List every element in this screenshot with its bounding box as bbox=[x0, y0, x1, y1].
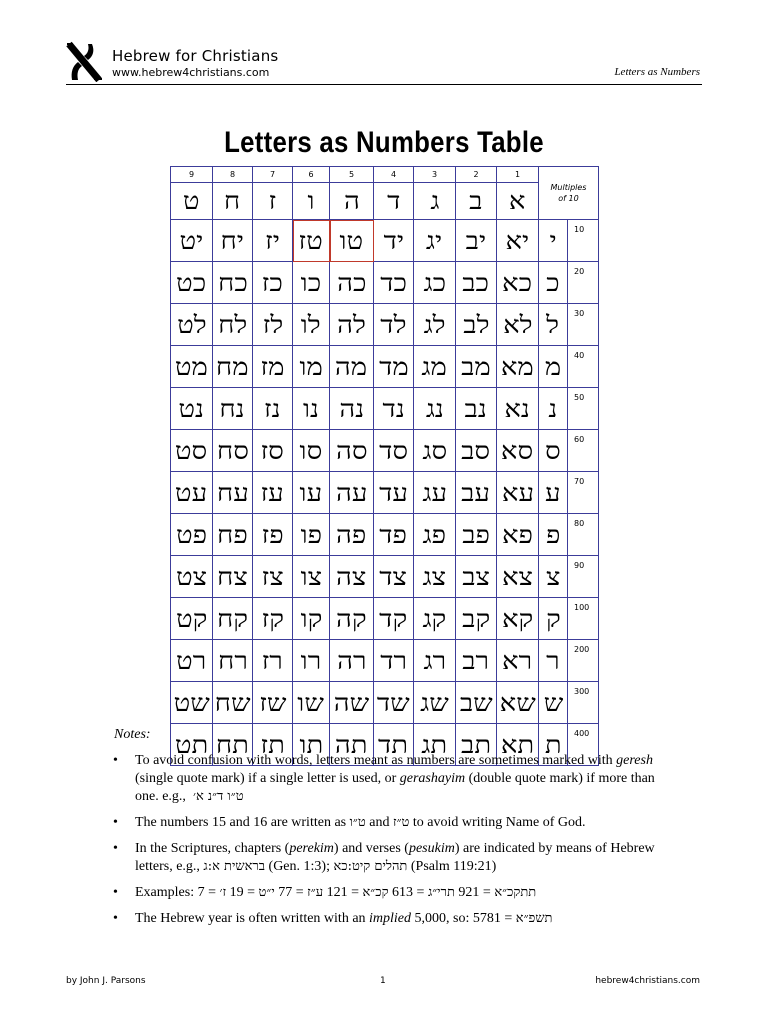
number-cell: עו bbox=[293, 472, 330, 514]
number-cell: ר bbox=[539, 640, 568, 682]
number-cell: מו bbox=[293, 346, 330, 388]
number-cell: סז bbox=[253, 430, 293, 472]
letter-cell: א bbox=[497, 183, 539, 220]
site-name: Hebrew for Christians bbox=[112, 47, 279, 65]
multiple-value: 80 bbox=[568, 514, 599, 556]
number-cell: שג bbox=[414, 682, 456, 724]
number-cell: שא bbox=[497, 682, 539, 724]
multiple-value: 200 bbox=[568, 640, 599, 682]
multiple-row bbox=[171, 262, 599, 304]
number-cell: שד bbox=[374, 682, 414, 724]
multiple-value: 50 bbox=[568, 388, 599, 430]
letter-cell: ה bbox=[330, 183, 374, 220]
number-cell: תו bbox=[293, 724, 330, 766]
number-cell: יד bbox=[374, 220, 414, 262]
multiple-row bbox=[171, 388, 599, 430]
number-cell: מ bbox=[539, 346, 568, 388]
number-cell: עח bbox=[213, 472, 253, 514]
number-cell: סג bbox=[414, 430, 456, 472]
column-number: 6 bbox=[293, 167, 330, 183]
number-cell: קה bbox=[330, 598, 374, 640]
number-cell: כו bbox=[293, 262, 330, 304]
number-cell: פה bbox=[330, 514, 374, 556]
number-cell: פח bbox=[213, 514, 253, 556]
number-cell: עג bbox=[414, 472, 456, 514]
number-cell: לד bbox=[374, 304, 414, 346]
number-cell: מב bbox=[456, 346, 497, 388]
number-cell: צב bbox=[456, 556, 497, 598]
number-cell: טז bbox=[293, 220, 330, 262]
number-cell: לג bbox=[414, 304, 456, 346]
number-cell: טו bbox=[330, 220, 374, 262]
number-cell: יא bbox=[497, 220, 539, 262]
multiples-header-line2: of 10 bbox=[558, 194, 579, 203]
number-cell: רח bbox=[213, 640, 253, 682]
multiple-value: 70 bbox=[568, 472, 599, 514]
number-cell: נ bbox=[539, 388, 568, 430]
number-cell: מה bbox=[330, 346, 374, 388]
number-cell: תב bbox=[456, 724, 497, 766]
number-cell: לו bbox=[293, 304, 330, 346]
multiple-row bbox=[171, 598, 599, 640]
number-cell: קד bbox=[374, 598, 414, 640]
site-url[interactable]: www.hebrew4christians.com bbox=[112, 66, 270, 79]
number-cell: עא bbox=[497, 472, 539, 514]
number-cell: כב bbox=[456, 262, 497, 304]
number-cell: פט bbox=[171, 514, 213, 556]
number-cell: צה bbox=[330, 556, 374, 598]
number-cell: כח bbox=[213, 262, 253, 304]
multiple-row bbox=[171, 346, 599, 388]
number-cell: קב bbox=[456, 598, 497, 640]
number-cell: כט bbox=[171, 262, 213, 304]
number-cell: תא bbox=[497, 724, 539, 766]
note-item: • In the Scriptures, chapters (perekim) and verses (pesukim) are indicated by means of Hebrew letters, e.g., בראשית א:ג (Gen. 1:3); תהלים קיט:כא (Psalm 119:21) bbox=[113, 840, 673, 876]
letter-cell: ח bbox=[213, 183, 253, 220]
header-divider bbox=[66, 84, 702, 85]
letter-cell: ו bbox=[293, 183, 330, 220]
number-cell: שח bbox=[213, 682, 253, 724]
letter-cell: ד bbox=[374, 183, 414, 220]
column-number: 8 bbox=[213, 167, 253, 183]
number-cell: רז bbox=[253, 640, 293, 682]
number-cell: כא bbox=[497, 262, 539, 304]
number-cell: צג bbox=[414, 556, 456, 598]
number-cell: עה bbox=[330, 472, 374, 514]
page-title: Letters as Numbers Table bbox=[224, 126, 544, 159]
multiple-row bbox=[171, 472, 599, 514]
number-cell: פד bbox=[374, 514, 414, 556]
number-cell: סב bbox=[456, 430, 497, 472]
number-cell: צז bbox=[253, 556, 293, 598]
number-cell: קז bbox=[253, 598, 293, 640]
letter-cell: ז bbox=[253, 183, 293, 220]
number-cell: קח bbox=[213, 598, 253, 640]
number-cell: כד bbox=[374, 262, 414, 304]
number-cell: רג bbox=[414, 640, 456, 682]
number-cell: רב bbox=[456, 640, 497, 682]
multiple-row bbox=[171, 430, 599, 472]
letters-numbers-table bbox=[170, 166, 599, 766]
multiple-value: 30 bbox=[568, 304, 599, 346]
column-number: 4 bbox=[374, 167, 414, 183]
number-cell: מח bbox=[213, 346, 253, 388]
number-cell: צא bbox=[497, 556, 539, 598]
note-item: • To avoid confusion with words, letters meant as numbers are sometimes marked with geresh (single quote mark) if a single letter is used, or gerashayim (double quote mark) if more than one. e.g., ט״ו ד״נ א׳ bbox=[113, 752, 673, 806]
footer-site[interactable]: hebrew4christians.com bbox=[595, 976, 700, 986]
number-cell: נב bbox=[456, 388, 497, 430]
multiple-value: 40 bbox=[568, 346, 599, 388]
number-cell: סד bbox=[374, 430, 414, 472]
number-cell: מג bbox=[414, 346, 456, 388]
number-cell: כה bbox=[330, 262, 374, 304]
multiple-value: 300 bbox=[568, 682, 599, 724]
number-cell: לה bbox=[330, 304, 374, 346]
multiple-value: 90 bbox=[568, 556, 599, 598]
multiple-row bbox=[171, 640, 599, 682]
note-item: • Examples: 7 = ז׳ 19 = י״ט 77 = ע״ז 121 = קכ״א 613 = תרי״ג 921 = תתקכ״א bbox=[113, 884, 673, 902]
number-cell: יז bbox=[253, 220, 293, 262]
note-item: • The Hebrew year is often written with an implied 5,000, so: 5781 = תשפ״א bbox=[113, 910, 673, 928]
number-cell: פג bbox=[414, 514, 456, 556]
column-number: 3 bbox=[414, 167, 456, 183]
multiple-row bbox=[171, 304, 599, 346]
notes-heading: Notes: bbox=[114, 727, 151, 742]
column-number: 7 bbox=[253, 167, 293, 183]
multiple-value: 10 bbox=[568, 220, 599, 262]
number-cell: כז bbox=[253, 262, 293, 304]
number-cell: סה bbox=[330, 430, 374, 472]
number-cell: לא bbox=[497, 304, 539, 346]
number-cell: פז bbox=[253, 514, 293, 556]
number-cell: תה bbox=[330, 724, 374, 766]
number-cell: יב bbox=[456, 220, 497, 262]
number-cell: לב bbox=[456, 304, 497, 346]
number-cell: נו bbox=[293, 388, 330, 430]
number-cell: סח bbox=[213, 430, 253, 472]
column-number: 9 bbox=[171, 167, 213, 183]
number-cell: צו bbox=[293, 556, 330, 598]
number-cell: רד bbox=[374, 640, 414, 682]
multiples-header-line1: Multiples bbox=[550, 183, 587, 192]
number-cell: ש bbox=[539, 682, 568, 724]
letter-cell: ב bbox=[456, 183, 497, 220]
multiple-row bbox=[171, 514, 599, 556]
aleph-logo-icon bbox=[66, 40, 104, 82]
number-cell: נא bbox=[497, 388, 539, 430]
multiple-row bbox=[171, 220, 599, 262]
note-item: • The numbers 15 and 16 are written as ט״ו and ט״ז to avoid writing Name of God. bbox=[113, 814, 673, 832]
number-cell: נד bbox=[374, 388, 414, 430]
letter-cell: ג bbox=[414, 183, 456, 220]
number-cell: קג bbox=[414, 598, 456, 640]
number-cell: י bbox=[539, 220, 568, 262]
multiple-row bbox=[171, 682, 599, 724]
column-number: 2 bbox=[456, 167, 497, 183]
number-cell: שז bbox=[253, 682, 293, 724]
number-cell: מט bbox=[171, 346, 213, 388]
number-cell: קו bbox=[293, 598, 330, 640]
column-number: 1 bbox=[497, 167, 539, 183]
number-cell: פב bbox=[456, 514, 497, 556]
number-cell: קא bbox=[497, 598, 539, 640]
number-cell: ק bbox=[539, 598, 568, 640]
number-cell: צח bbox=[213, 556, 253, 598]
number-cell: לט bbox=[171, 304, 213, 346]
notes-list bbox=[113, 752, 673, 936]
number-cell: יג bbox=[414, 220, 456, 262]
number-cell: שב bbox=[456, 682, 497, 724]
number-cell: רה bbox=[330, 640, 374, 682]
multiple-value: 20 bbox=[568, 262, 599, 304]
letter-cell: ט bbox=[171, 183, 213, 220]
multiple-value: 60 bbox=[568, 430, 599, 472]
number-cell: תג bbox=[414, 724, 456, 766]
number-cell: עז bbox=[253, 472, 293, 514]
number-cell: נח bbox=[213, 388, 253, 430]
column-number: 5 bbox=[330, 167, 374, 183]
number-cell: עט bbox=[171, 472, 213, 514]
number-cell: צ bbox=[539, 556, 568, 598]
number-cell: שו bbox=[293, 682, 330, 724]
number-cell: תט bbox=[171, 724, 213, 766]
number-cell: נט bbox=[171, 388, 213, 430]
number-cell: נג bbox=[414, 388, 456, 430]
number-cell: סו bbox=[293, 430, 330, 472]
number-cell: ל bbox=[539, 304, 568, 346]
number-cell: לז bbox=[253, 304, 293, 346]
column-number-row bbox=[171, 167, 599, 183]
number-cell: לח bbox=[213, 304, 253, 346]
number-cell: פו bbox=[293, 514, 330, 556]
section-title: Letters as Numbers bbox=[614, 66, 700, 78]
footer-page-number: 1 bbox=[380, 976, 386, 986]
number-cell: פא bbox=[497, 514, 539, 556]
number-cell: ס bbox=[539, 430, 568, 472]
number-cell: סט bbox=[171, 430, 213, 472]
number-cell: רא bbox=[497, 640, 539, 682]
multiple-value: 400 bbox=[568, 724, 599, 766]
number-cell: סא bbox=[497, 430, 539, 472]
number-cell: כ bbox=[539, 262, 568, 304]
number-cell: ת bbox=[539, 724, 568, 766]
multiple-row bbox=[171, 556, 599, 598]
letters-row bbox=[171, 183, 599, 220]
number-cell: תח bbox=[213, 724, 253, 766]
multiple-value: 100 bbox=[568, 598, 599, 640]
number-cell: תד bbox=[374, 724, 414, 766]
hebrew-example: ט״ו ד״נ א׳ bbox=[192, 789, 244, 804]
number-cell: נז bbox=[253, 388, 293, 430]
number-cell: מא bbox=[497, 346, 539, 388]
number-cell: רו bbox=[293, 640, 330, 682]
number-cell: צט bbox=[171, 556, 213, 598]
number-cell: שה bbox=[330, 682, 374, 724]
number-cell: רט bbox=[171, 640, 213, 682]
number-cell: מז bbox=[253, 346, 293, 388]
number-cell: פ bbox=[539, 514, 568, 556]
number-cell: קט bbox=[171, 598, 213, 640]
number-cell: צד bbox=[374, 556, 414, 598]
footer-author: by John J. Parsons bbox=[66, 976, 146, 986]
number-cell: יט bbox=[171, 220, 213, 262]
number-cell: עד bbox=[374, 472, 414, 514]
number-cell: כג bbox=[414, 262, 456, 304]
number-cell: יח bbox=[213, 220, 253, 262]
number-cell: עב bbox=[456, 472, 497, 514]
number-cell: נה bbox=[330, 388, 374, 430]
multiples-header bbox=[539, 167, 599, 220]
number-cell: תז bbox=[253, 724, 293, 766]
number-cell: מד bbox=[374, 346, 414, 388]
number-cell: שט bbox=[171, 682, 213, 724]
number-cell: ע bbox=[539, 472, 568, 514]
